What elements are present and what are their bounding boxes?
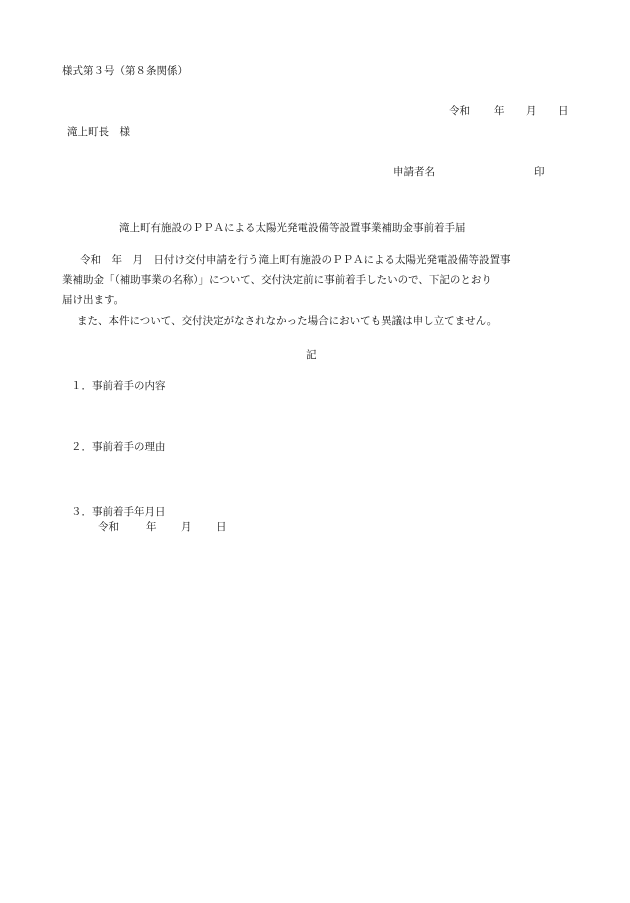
body-line-4: また、本件について、交付決定がなされなかった場合においても異議は申し立てません。	[77, 315, 498, 327]
item3-date-year: 年	[146, 521, 157, 533]
date-year: 年	[494, 105, 505, 117]
body-line-3: 届け出ます。	[62, 294, 125, 306]
document-title: 滝上町有施設のＰＰＡによる太陽光発電設備等設置事業補助金事前着手届	[119, 222, 466, 234]
item-1-content: １．事前着手の内容	[71, 380, 166, 392]
item-3-start-date: ３．事前着手年月日	[71, 506, 166, 518]
addressee: 滝上町長 様	[67, 126, 130, 138]
form-number: 様式第３号（第８条関係）	[62, 65, 188, 77]
item3-date-era: 令和	[98, 521, 119, 533]
date-era: 令和	[449, 105, 470, 117]
item3-date-day: 日	[216, 521, 227, 533]
seal-mark: 印	[534, 166, 545, 178]
ki-heading: 記	[306, 349, 317, 361]
body-line-1: 令和 年 月 日付け交付申請を行う滝上町有施設のＰＰＡによる太陽光発電設備等設置事	[80, 254, 511, 266]
applicant-name-label: 申請者名	[393, 166, 435, 178]
date-day: 日	[558, 105, 569, 117]
date-month: 月	[526, 105, 537, 117]
item3-date-month: 月	[181, 521, 192, 533]
body-line-2: 業補助金「（補助事業の名称）」について、交付決定前に事前着手したいので、下記のとおり	[62, 274, 492, 286]
item-2-reason: ２．事前着手の理由	[71, 441, 166, 453]
